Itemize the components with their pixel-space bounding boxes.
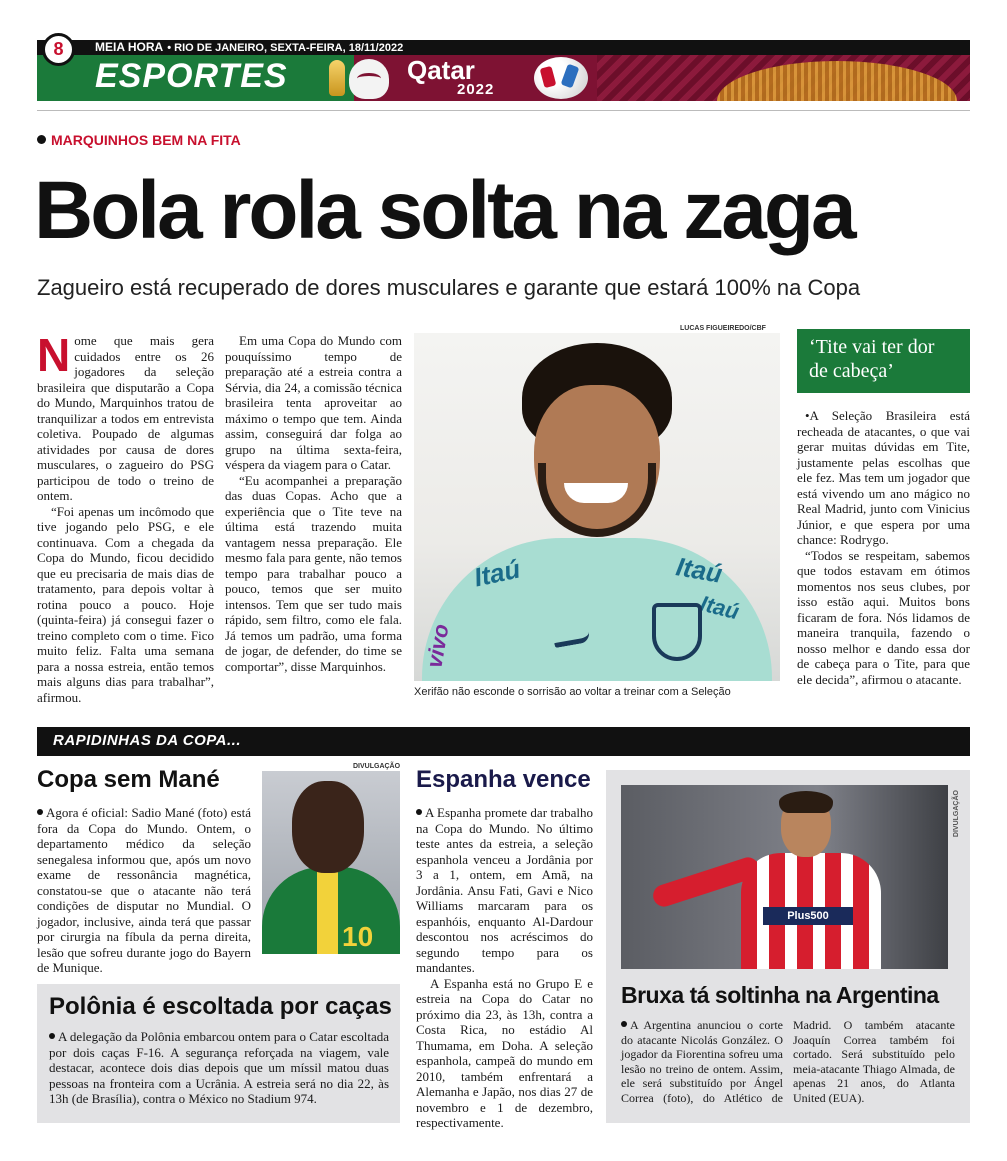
mane-photo [262,771,400,954]
trophy-icon [329,60,345,96]
newspaper-brand: MEIA HORA [95,40,164,54]
paragraph: Em uma Copa do Mundo com pouquíssimo tempo de preparação até a estreia contra a Sérvia, dia 24, a comissão técnica brasileira tenta aproveitar ao máximo o tempo que tem. Ainda assim, conseguirá dar folga ao grupo na última sexta-feira, véspera da viagem para o Catar. [225,333,402,472]
paragraph: A Espanha promete dar trabalho na Copa do Mundo. No último teste antes da estreia, a seleção espanhola venceu a Jordânia por 3 a 1, ontem, em Amã, na Jordânia. Ansu Fati, Gavi e Nico Williams marcaram para os espanhóis, enquanto Al-Dardour descontou nos acréscimos do segundo tempo para os mandantes. [416,805,593,975]
headline: Bola rola solta na zaga [34,165,854,256]
bullet-icon [37,809,43,815]
paragraph: “Eu acompanhei a preparação das duas Copas. Acho que a experiência que o Tite teve na última está trazendo muita vantagem nessa preparação. Ele mesmo fala para gente, não temos tempo para trabalhar pouco a pouco, temos que ser muito intensos. Tem que ser tudo mais rápido, sem filtro, como ele fala. Já temos um padrão, uma forma de jogar, de defender, do time se comportar”, disse Marquinhos. [225,472,402,674]
event-logo: Qatar [407,55,475,85]
photo-hair [779,791,833,813]
photo-smile [564,483,628,503]
jersey-sponsor-text: Itaú [471,553,523,593]
jersey-sponsor-text: Itaú [673,551,725,589]
photo-jersey [262,867,400,954]
jersey-sponsor-text: Itaú [697,590,742,625]
correa-photo [621,785,948,969]
espanha-title: Espanha vence [416,766,591,793]
jersey-sponsor: Plus500 [763,907,853,925]
story-kicker: MARQUINHOS BEM NA FITA [37,132,241,148]
sidebar-title: ‘Tite vai ter dor de cabeça’ [797,329,970,393]
section-title: ESPORTES [95,57,288,95]
article-column-1 [37,329,214,705]
photo-caption: Xerifão não esconde o sorrisão ao voltar a treinar com a Seleção [414,686,731,698]
espanha-text [416,805,593,1131]
bullet-icon [621,1021,627,1027]
paragraph: A Espanha está no Grupo E e estreia na Copa do Catar no próximo dia 23, às 13h, contra a Costa Rica, no estádio Al Thumama, em Doha. A seleção espanhola, campeã do mundo em 2010, também enfrentará a Alemanha e Japão, nos dias 27 de novembro e 1 de dezembro, respectivamente. [416,975,593,1130]
dateline-line [95,40,403,55]
paragraph: Nome que mais gera cuidados entre os 26 jogadores da seleção brasileira que disputarão a Copa do Mundo, Marquinhos tratou de tranquilizar a todos em entrevista coletiva. Poupado de algumas atividades por causa de dores musculares, o zagueiro do PSG participou de todo o treino de ontem. [37,329,214,503]
section-banner [37,55,970,101]
event-year: 2022 [457,81,495,98]
mane-title: Copa sem Mané [37,766,220,793]
page-number: 8 [42,33,75,66]
ball-icon [534,57,588,99]
jersey-sleeve-text: vivo [421,622,454,670]
polonia-title: Polônia é escoltada por caças [49,993,392,1020]
rapidinhas-bar [37,727,970,756]
bruxa-title: Bruxa tá soltinha na Argentina [621,982,939,1008]
photo-head [292,781,364,873]
divider [37,110,970,111]
header-strip [37,40,970,55]
bullet-icon [49,1033,55,1039]
paragraph: “Foi apenas um incômodo que tive jogando pelo PSG, e ele continuava. Com a chegada da Copa do Mundo, ficou decidido que eu precisaria de mais dias de tratamento, para depois voltar à rotina pouco a pouco. Hoje (quinta-feira) já consegui fazer o treino completo com o time. Fico muito feliz. Falta uma semana para a nossa estreia, então temos mais alguns dias para trabalhar”, afirmou. [37,503,214,705]
paragraph: •A Seleção Brasileira está recheada de atacantes, o que vai gerar muitas dúvidas em Tite, justamente pelas escolhas que ele fez. Mas tem um jogador que está vivendo um ano mágico no Real Madrid, junto com Vinicius Júnior, e que espera por uma chance: Rodrygo. [797,408,970,547]
rapidinhas-label: RAPIDINHAS DA COPA... [53,732,242,749]
photo-credit: DIVULGAÇÃO [953,790,960,838]
photo-credit: DIVULGAÇÃO [353,763,401,770]
bruxa-text: A Argentina anunciou o corte do atacante Nicolás González. O jogador da Fiorentina sofreu uma lesão no treino de ontem. Assim, ele será substituído por Ángel Correa (foto), do Atlético de Madrid. O também atacante Joaquín Correa também foi cortado. Será substituído pelo meia-atacante Thiago Almada, de apenas 21 anos, do Atlanta United (EUA). [621,1018,955,1105]
jersey-number: 10 [342,921,374,952]
polonia-text: A delegação da Polônia embarcou ontem para o Catar escoltada por dois caças F-16. A segurança reforçada na viagem, vale destacar, acontece dois dias depois que um míssil matou duas pessoas na fronteira com a Ucrânia. A estreia será no dia 22, às 13h (de Brasília), contra o México no Stadium 974. [49,1029,390,1106]
sidebar-column [797,408,970,687]
mane-text: Agora é oficial: Sadio Mané (foto) está fora da Copa do Mundo. Ontem, o departamento médico da seleção senegalesa informou que, após um novo exame de ressonância magnética, constatou-se que o atacante não terá condições de disputar no Mundial. O jogador, inclusive, ainda terá que passar por cirurgia na fíbula da perna direita, lesão que sofreu durante jogo do Bayern de Munique. [37,805,251,975]
article-column-2 [225,333,402,674]
paragraph: “Todos se respeitam, sabemos que todos estavam em ótimos momentos nos seus clubes, por isso estão aqui. Muitos bons ficaram de fora. Nós lidamos de maneira tranquila, fazendo o nosso melhor e dando essa dor de cabeça para o Tite, para que ele decida”, afirmou o atacante. [797,547,970,687]
crest-icon [652,603,702,661]
dropcap: N [37,329,71,381]
dateline: • RIO DE JANEIRO, SEXTA-FEIRA, 18/11/2022 [167,42,404,54]
bullet-icon [37,135,46,144]
subheadline: Zagueiro está recuperado de dores musculares e garante que estará 100% na Copa [37,275,861,300]
photo-credit: LUCAS FIGUEIREDO/CBF [680,325,766,332]
mascot-icon [349,59,389,99]
main-photo [414,333,780,681]
bullet-icon [416,809,422,815]
